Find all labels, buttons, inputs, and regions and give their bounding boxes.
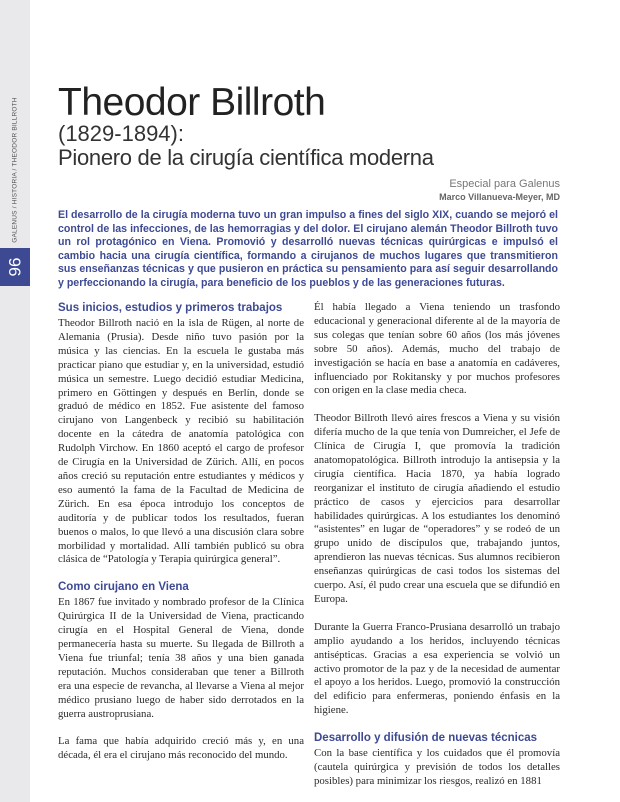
section-heading: Sus inicios, estudios y primeros trabajos [58, 302, 283, 314]
body-paragraph: Durante la Guerra Franco-Prusiana desarrolló un trabajo amplio ayudando a los heridos, incluyendo técnicas antisépticas. Gracias a esa experiencia se volvió un activo promotor de la paz y de la necesidad de aumentar el apoyo a los heridos. Luego, promovió la construcción del edificio para enfermeras, poniendo énfasis en la higiene. [314, 620, 560, 717]
page-number-tab [0, 248, 30, 286]
left-column [58, 301, 304, 763]
section-heading: Como cirujano en Viena [58, 581, 189, 594]
lead-paragraph: El desarrollo de la cirugía moderna tuvo un gran impulso a fines del siglo XIX, cuando se mejoró el control de las infecciones, de las hemorragias y del dolor. El cirujano alemán Theodor Billroth tuvo un rol protagónico en Viena. Promovió y desarrolló nuevas técnicas quirúrgicas e impulsó el cambio hacia una cirugía científica, formando a cirujanos de muchos lugares que transmitieron sus enseñanzas técnicas y que pusieron en práctica su pensamiento para así seguir desarrollando y perfeccionando la cirugía, para beneficio de los pueblos y de las generaciones futuras. [58, 209, 558, 289]
body-paragraph: Theodor Billroth llevó aires frescos a Viena y su visión difería mucho de la que tenía von Dumreicher, el Jefe de Clínica de Cirugía I, que promovía la tradición anatomopatológica. Billroth introdujo la antisepsia y la cirugía científica. Hacia 1870, ya había logrado reorganizar el instituto de cirugía añadiendo el estudio práctico de casos y ejercicios para desarrollar habilidades quirúrgicas. A los estudiantes los denominó “asistentes” en lugar de “operadores” y se rodeó de un grupo unido de discípulos que, trabajando juntos, aprendieron las nuevas técnicas. Sus alumnos recibieron enseñanzas quirúrgicas de casi todos los sistemas del cuerpo. Así, él pudo crear una escuela que se difundió en Europa. [314, 412, 560, 606]
byline-special: Especial para Galenus [449, 178, 560, 190]
body-paragraph: Theodor Billroth nació en la isla de Rügen, al norte de Alemania (Prusia). Desde niño tuvo pasión por la música y las ciencias. En la escuela le gustaba más practicar piano que estudiar y, en la universidad, estudió música un semestre. Luego decidió estudiar Medicina, primero en Göttingen y después en Berlín, donde se graduó de médico en 1852. Fue asistente del famoso cirujano von Langenbeck y recibió su habilitación docente en la cátedra de anatomía patológica con Rudolph Virchow. En 1860 aceptó el cargo de profesor de Cirugía en la Universidad de Zürich. Allí, en pocos años creció su reputación entre estudiantes y médicos y eso aumentó la fama de la Facultad de Medicina de Zürich. En esa época introdujo los conceptos de auditoría y de publicar todos los resultados, fueran buenos o malos, lo que llevó a una discusión clara sobre morbilidad y mortalidad. Allí también publicó su obra clásica de “Patología y Terapia quirúrgica general”. [58, 317, 304, 566]
body-paragraph: La fama que había adquirido creció más y, en una década, él era el cirujano más reconocido del mundo. [58, 735, 304, 762]
section-label-text: GALENUS / HISTORIA / THEODOR BILLROTH [11, 97, 19, 243]
article-subtitle: Pionero de la cirugía científica moderna [58, 145, 434, 170]
page-number: 96 [4, 257, 24, 277]
article-title: Theodor Billroth [58, 81, 326, 124]
body-paragraph: Él había llegado a Viena teniendo un trasfondo educacional y generacional diferente al de la mayoría de sus colegas que tenían sobre 60 años (los más jóvenes sobre 50 años). Además, mucho del trabajo de investigación se hacía en base a anatomía en cadáveres, influenciado por Rokitansky y por muchos profesores con origen en la clase media checa. [314, 301, 560, 397]
body-paragraph: Con la base científica y los cuidados que él promovía (cautela quirúrgica y previsión de todos los detalles posibles) para minimizar los riesgos, realizó en 1881 [314, 747, 560, 787]
byline-author: Marco Villanueva-Meyer, MD [439, 192, 560, 202]
right-column [314, 301, 560, 789]
section-heading: Desarrollo y difusión de nuevas técnicas [314, 732, 538, 745]
body-paragraph: En 1867 fue invitado y nombrado profesor de la Clínica Quirúrgica II de la Universidad de Viena, practicando cirugía en el Hospital General de Viena, donde permanecería hasta su muerte. Su llegada de Billroth a Viena fue triunfal; tenía 38 años y una bien ganada reputación. Muchos consideraban que tener a Billroth era una especie de revancha, al llevarse a Viena al mejor médico prusiano luego de haber sido derrotados en la guerra austroprusiana. [58, 596, 304, 720]
article-years: (1829-1894): [58, 121, 184, 146]
